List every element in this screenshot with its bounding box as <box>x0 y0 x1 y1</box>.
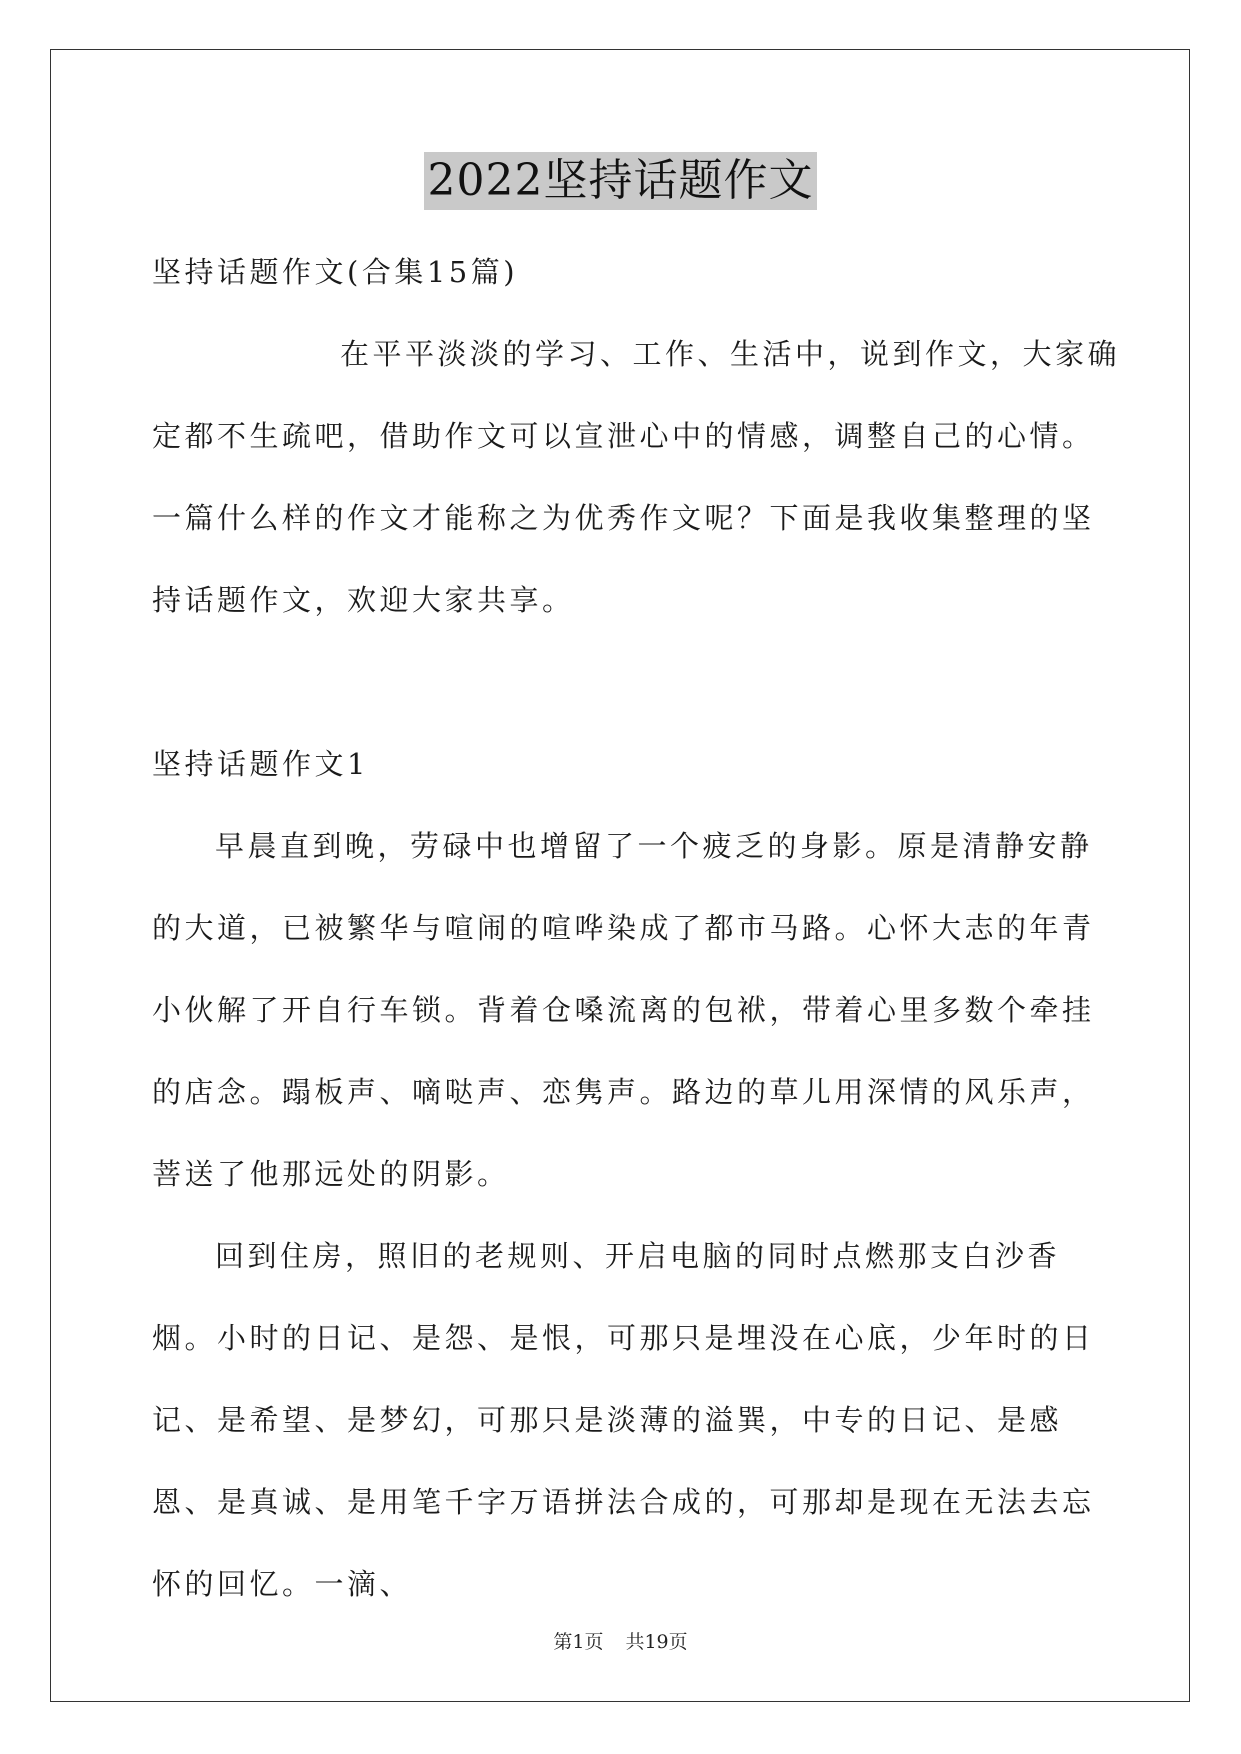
section-heading: 坚持话题作文1 <box>152 747 369 781</box>
body-paragraph-1: 早晨直到晚，劳碌中也增留了一个疲乏的身影。原是清静安静的大道，已被繁华与喧闹的喧哗染成了都市马路。心怀大志的年青小伙解了开自行车锁。背着仓嗓流离的包袱，带着心里多数个牵挂的店念。蹋板声、嘀哒声、恋隽声。路边的草儿用深情的风乐声，菩送了他那远处的阴影。 <box>152 829 1095 1191</box>
page-number: 第1页 <box>553 1631 604 1653</box>
document-title: 2022坚持话题作文 <box>424 152 818 210</box>
document-subtitle: 坚持话题作文(合集15篇) <box>152 255 519 289</box>
body-paragraph-2: 回到住房，照旧的老规则、开启电脑的同时点燃那支白沙香烟。小时的日记、是怨、是恨，可那只是埋没在心底，少年时的日记、是希望、是梦幻，可那只是淡薄的溢巽，中专的日记、是感恩、是真诚、是用笔千字万语拼法合成的，可那却是现在无法去忘怀的回忆。一滴、 <box>152 1239 1095 1601</box>
section-gap <box>152 641 1124 723</box>
page-footer <box>0 1627 1241 1654</box>
title-wrap <box>0 152 1241 210</box>
intro-paragraph: 在平平淡淡的学习、工作、生活中，说到作文，大家确定都不生疏吧，借助作文可以宣泄心中的情感，调整自己的心情。一篇什么样的作文才能称之为优秀作文呢？下面是我收集整理的坚持话题作文，欢迎大家共享。 <box>152 337 1121 617</box>
document-body <box>152 231 1124 1625</box>
page-total: 共19页 <box>625 1631 688 1653</box>
